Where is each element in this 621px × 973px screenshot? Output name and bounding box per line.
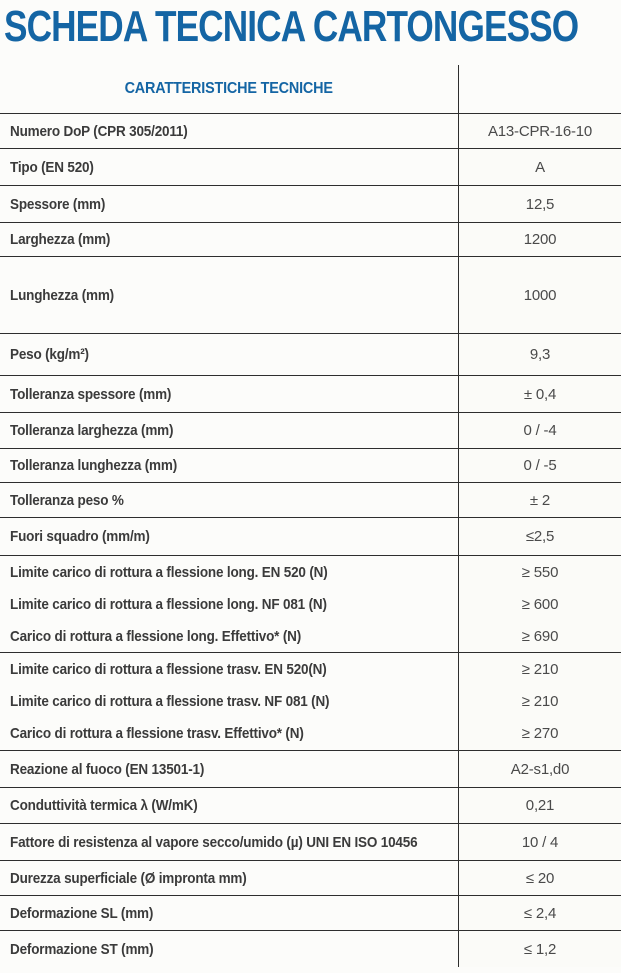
row-label: Carico di rottura a flessione trasv. Effettivo* (N) (10, 725, 304, 743)
table-subrow (0, 556, 621, 588)
row-label-cell (0, 257, 458, 333)
row-value-cell (458, 896, 621, 930)
row-label-cell (0, 376, 458, 412)
row-value-cell (458, 518, 621, 555)
table-subrow (0, 653, 621, 685)
row-value-cell (458, 620, 621, 652)
row-value: ≥ 690 (521, 627, 559, 645)
table-row (0, 787, 621, 823)
row-label-cell (0, 223, 458, 256)
row-label-cell (0, 751, 458, 787)
row-label-cell (0, 931, 458, 967)
row-label: Tolleranza spessore (mm) (10, 385, 172, 403)
table-row (0, 185, 621, 222)
technical-data-table (0, 65, 621, 967)
row-label: Limite carico di rottura a flessione long. NF 081 (N) (10, 595, 327, 613)
row-label-cell (0, 685, 458, 717)
row-value-cell (458, 556, 621, 588)
row-value-cell (458, 257, 621, 333)
table-row (0, 930, 621, 967)
table-header-value-cell (458, 65, 621, 113)
row-label-cell (0, 824, 458, 860)
row-value-cell (458, 931, 621, 967)
row-label-cell (0, 114, 458, 148)
table-row (0, 256, 621, 333)
table-row-group (0, 652, 621, 750)
row-label-cell (0, 186, 458, 222)
row-label-cell (0, 588, 458, 620)
row-value-cell (458, 751, 621, 787)
row-value: ≥ 270 (521, 725, 559, 743)
row-label: Peso (kg/m²) (10, 346, 89, 363)
row-value: 9,3 (529, 346, 551, 363)
table-row (0, 333, 621, 375)
table-header-row (0, 65, 621, 113)
row-label: Larghezza (mm) (10, 231, 111, 248)
row-value: ± 0,4 (523, 385, 557, 403)
table-row (0, 148, 621, 185)
row-value: ≥ 210 (521, 660, 559, 678)
row-label: Deformazione SL (mm) (10, 904, 154, 922)
table-subrow (0, 588, 621, 620)
row-value-cell (458, 223, 621, 256)
row-value: ± 2 (529, 491, 551, 509)
row-value-cell (458, 824, 621, 860)
row-value: ≤ 1,2 (523, 940, 557, 958)
row-value-cell (458, 186, 621, 222)
row-label: Deformazione ST (mm) (10, 940, 154, 958)
table-row (0, 517, 621, 555)
table-row (0, 823, 621, 860)
table-subrow (0, 685, 621, 717)
row-label-cell (0, 413, 458, 448)
row-value: 1000 (523, 286, 557, 304)
table-row (0, 448, 621, 482)
table-row (0, 482, 621, 517)
row-label: Tolleranza lunghezza (mm) (10, 457, 178, 474)
table-row (0, 113, 621, 148)
row-value: A2-s1,d0 (510, 760, 570, 778)
row-label: Durezza superficiale (Ø impronta mm) (10, 869, 247, 887)
row-label: Limite carico di rottura a flessione trasv. EN 520(N) (10, 660, 327, 678)
row-value: ≥ 600 (521, 595, 559, 613)
row-label: Carico di rottura a flessione long. Effettivo* (N) (10, 627, 302, 645)
row-value: ≥ 550 (521, 563, 559, 581)
row-label: Fuori squadro (mm/m) (10, 528, 150, 545)
row-value-cell (458, 483, 621, 517)
row-label: Fattore di resistenza al vapore secco/umido (µ) UNI EN ISO 10456 (10, 833, 418, 851)
row-value: A13-CPR-16-10 (487, 122, 593, 140)
row-label-cell (0, 556, 458, 588)
row-value: ≤ 20 (525, 869, 555, 887)
row-label-cell (0, 483, 458, 517)
row-label-cell (0, 788, 458, 823)
row-value: 12,5 (525, 195, 555, 213)
row-label: Conduttività termica λ (W/mK) (10, 797, 198, 814)
table-row (0, 750, 621, 787)
row-label: Numero DoP (CPR 305/2011) (10, 122, 188, 140)
table-row (0, 222, 621, 256)
row-value: 1200 (523, 231, 557, 248)
row-value: ≤2,5 (525, 528, 555, 545)
row-value-cell (458, 376, 621, 412)
row-label-cell (0, 861, 458, 895)
page-title: SCHEDA TECNICA CARTONGESSO (4, 3, 579, 51)
row-value-cell (458, 114, 621, 148)
row-value: ≤ 2,4 (523, 904, 557, 922)
row-label: Spessore (mm) (10, 195, 106, 213)
table-row (0, 860, 621, 895)
row-label-cell (0, 518, 458, 555)
row-label-cell (0, 449, 458, 482)
table-row (0, 895, 621, 930)
table-header-label: CARATTERISTICHE TECNICHE (124, 80, 334, 97)
row-value-cell (458, 788, 621, 823)
table-header-cell (0, 65, 458, 113)
row-value-cell (458, 149, 621, 185)
row-label: Tipo (EN 520) (10, 158, 94, 176)
row-label: Tolleranza larghezza (mm) (10, 422, 174, 439)
row-label-cell (0, 718, 458, 750)
row-value: ≥ 210 (521, 692, 559, 710)
row-value-cell (458, 334, 621, 375)
row-label-cell (0, 149, 458, 185)
table-row (0, 375, 621, 412)
table-row-group (0, 555, 621, 652)
row-value: 10 / 4 (521, 833, 559, 851)
row-value: 0 / -4 (523, 422, 557, 439)
row-value-cell (458, 718, 621, 750)
row-label-cell (0, 620, 458, 652)
row-label: Tolleranza peso % (10, 491, 124, 509)
row-label: Limite carico di rottura a flessione long. EN 520 (N) (10, 563, 328, 581)
row-label: Limite carico di rottura a flessione trasv. NF 081 (N) (10, 692, 330, 710)
row-value: A (535, 158, 545, 176)
row-value: 0 / -5 (523, 457, 557, 474)
table-subrow (0, 718, 621, 750)
row-value-cell (458, 685, 621, 717)
row-label: Reazione al fuoco (EN 13501-1) (10, 760, 205, 778)
row-value-cell (458, 413, 621, 448)
row-value-cell (458, 449, 621, 482)
table-subrow (0, 620, 621, 652)
row-value-cell (458, 861, 621, 895)
row-value: 0,21 (525, 797, 555, 814)
row-label-cell (0, 334, 458, 375)
row-label: Lunghezza (mm) (10, 286, 114, 304)
row-value-cell (458, 653, 621, 685)
row-label-cell (0, 896, 458, 930)
table-row (0, 412, 621, 448)
row-label-cell (0, 653, 458, 685)
row-value-cell (458, 588, 621, 620)
